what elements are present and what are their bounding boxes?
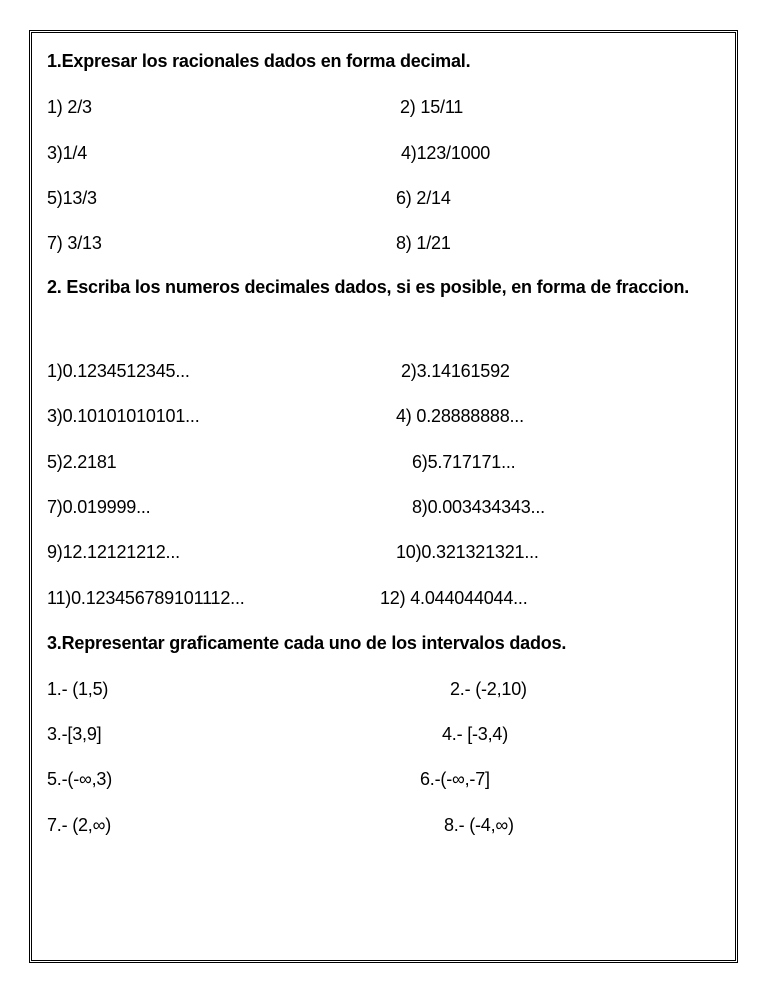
exercise-3-item: 8.- (-4,∞): [444, 815, 514, 835]
exercise-2-item: 4) 0.28888888...: [396, 406, 524, 426]
exercise-3-item: 7.- (2,∞): [47, 815, 112, 835]
exercise-2-item: 11)0.123456789101112...: [47, 588, 245, 608]
exercise-1-item: 4)123/1000: [401, 143, 491, 163]
exercise-1-item: 3)1/4: [47, 143, 88, 163]
exercise-1-item: 2) 15/11: [400, 97, 464, 117]
exercise-1-item: 7) 3/13: [47, 233, 102, 253]
exercise-2-item: 1)0.1234512345...: [47, 361, 190, 381]
exercise-2-item: 2)3.14161592: [401, 361, 510, 381]
exercise-3-item: 5.-(-∞,3): [47, 769, 113, 789]
exercise-1-item: 8) 1/21: [396, 233, 451, 253]
exercise-2-item: 7)0.019999...: [47, 497, 151, 517]
section-1-heading: 1.Expresar los racionales dados en forma decimal.: [47, 51, 471, 71]
exercise-2-item: 3)0.10101010101...: [47, 406, 200, 426]
exercise-1-item: 5)13/3: [47, 188, 97, 208]
section-2-heading: 2. Escriba los numeros decimales dados, si es posible, en forma de fraccion.: [47, 277, 690, 297]
exercise-1-item: 6) 2/14: [396, 188, 451, 208]
section-3-heading: 3.Representar graficamente cada uno de los intervalos dados.: [47, 633, 567, 653]
exercise-2-item: 6)5.717171...: [412, 452, 516, 472]
exercise-3-item: 3.-[3,9]: [47, 724, 102, 744]
exercise-2-item: 10)0.321321321...: [396, 542, 539, 562]
exercise-2-item: 8)0.003434343...: [412, 497, 545, 517]
exercise-1-item: 1) 2/3: [47, 97, 92, 117]
exercise-3-item: 6.-(-∞,-7]: [420, 769, 490, 789]
exercise-2-item: 12) 4.044044044...: [380, 588, 528, 608]
exercise-2-item: 5)2.2181: [47, 452, 117, 472]
exercise-2-item: 9)12.12121212...: [47, 542, 180, 562]
exercise-3-item: 2.- (-2,10): [450, 679, 527, 699]
exercise-3-item: 1.- (1,5): [47, 679, 109, 699]
exercise-3-item: 4.- [-3,4): [442, 724, 509, 744]
